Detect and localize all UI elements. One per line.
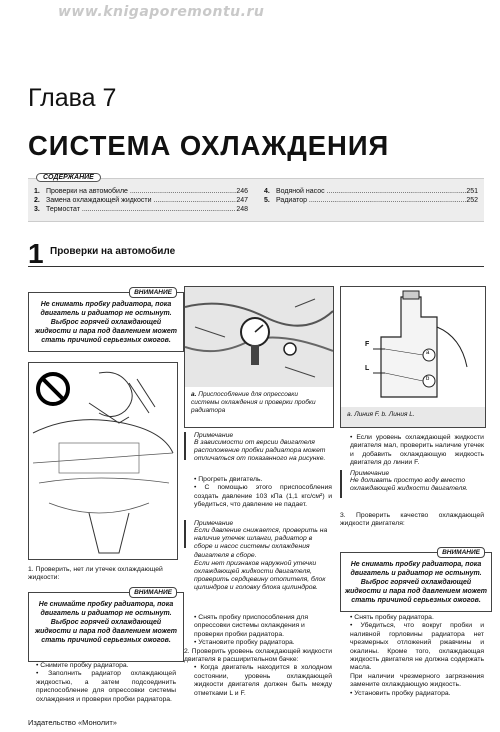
- note-text: Если нет признаков наружной утечки охлаждающей жидкости двигателя, проверить сердцевину отопителя, блок цилиндров и головку блока цилиндров.: [194, 559, 326, 592]
- col1-instructions: [28, 662, 176, 704]
- toc-label: СОДЕРЖАНИЕ: [36, 173, 101, 182]
- section-number: 1: [28, 238, 44, 269]
- step-3: 3. Проверить качество охлаждающей жидкости двигателя:: [340, 512, 484, 528]
- col3-instructions: [340, 434, 484, 468]
- col2-instructions-2: [184, 614, 332, 698]
- warning-text: Не снимать пробку радиатора, пока двигатель и радиатор не остынут. Выброс горячей охлаждающей жидкости и пара под давлением может стать причиной серьезных ожогов.: [34, 301, 177, 344]
- toc-right-column: [264, 187, 478, 205]
- warning-box: [28, 289, 184, 352]
- section-title: Проверки на автомобиле: [50, 246, 176, 257]
- fig-label-f: F: [365, 341, 370, 348]
- toc-entry[interactable]: 5. Радиатор ..... 252: [264, 196, 478, 205]
- fig-label-a: a: [426, 350, 430, 356]
- toc-entry[interactable]: 2. Замена охлаждающей жидкости ..... 247: [34, 196, 248, 205]
- figure-caption: a. Линия F. b. Линия L.: [347, 411, 415, 418]
- step-2: 2. Проверить уровень охлаждающей жидкости двигателя в расширительном бачке:: [184, 647, 332, 664]
- col2-instructions: [184, 476, 332, 510]
- pressure-tester-illustration: [185, 287, 333, 387]
- step-1: 1. Проверить, нет ли утечек охлаждающей жидкости:: [28, 566, 163, 582]
- instruction-bullet: • Снимите пробку радиатора.: [28, 662, 176, 670]
- instruction-bullet: • Установить пробку радиатора.: [340, 690, 484, 698]
- note-heading: Примечание: [350, 470, 390, 477]
- warning-box: [28, 589, 184, 662]
- warning-tag: ВНИМАНИЕ: [129, 287, 177, 298]
- instruction-bullet: • Убедиться, что вокруг пробки и наливной горловины радиатора нет чрезмерных отложений ржавчины и окалины. Кроме того, охлаждающая жидкость двигателя не должна содержать масла.: [340, 622, 484, 672]
- instruction-bullet: • Снять пробку радиатора.: [340, 614, 484, 622]
- coolant-reservoir-illustration: [341, 287, 485, 405]
- toc-entry[interactable]: 3. Термостат ..... 248: [34, 205, 248, 214]
- note-block: [184, 520, 332, 593]
- figure-caption: a. Приспособление для опрессовки системы охлаждения и проверки пробки радиатора: [191, 391, 316, 414]
- note-text: Не доливать простую воду вместо охлаждающей жидкости двигателя.: [350, 477, 468, 493]
- instruction-bullet: • Заполнить радиатор охлаждающей жидкостью, а затем подсоединить приспособление для опрессовки системы охлаждения и проверки пробки радиатора.: [28, 670, 176, 704]
- col3-instructions-2: [340, 614, 484, 698]
- note-block: [340, 470, 484, 493]
- warning-text: Не снимайте пробку радиатора, пока двигатель и радиатор не остынут. Выброс горячей охлаждающей жидкости и пара под давлением может стать причиной серьезных ожогов.: [34, 601, 177, 644]
- instruction-bullet: • Установите пробку радиатора.: [184, 639, 332, 647]
- instruction-text: При наличии чрезмерного загрязнения замените охлаждающую жидкость.: [350, 672, 484, 689]
- engine-bay-illustration: [29, 363, 177, 559]
- fig-label-l: L: [365, 365, 370, 372]
- toc-left-column: [34, 187, 248, 214]
- note-text: Если давление снижается, проверить на наличие утечек шланги, радиатор в сборе и насос системы охлаждения двигателя в сборе.: [194, 527, 328, 559]
- warning-tag: ВНИМАНИЕ: [437, 547, 485, 558]
- note-block: [184, 432, 332, 464]
- pressure-tester-figure: [184, 286, 334, 428]
- note-heading: Примечание: [194, 520, 234, 527]
- section-heading: [28, 240, 484, 267]
- instruction-bullet: • Когда двигатель находится в холодном состоянии, уровень охлаждающей жидкости двигателя должен быть между отметками L и F.: [184, 664, 332, 698]
- instruction-bullet: • Если уровень охлаждающей жидкости двигателя мал, проверить наличие утечек и добавить охлаждающую жидкость двигателя до линии F.: [340, 434, 484, 468]
- toc-entry[interactable]: 1. Проверки на автомобиле ..... 246: [34, 187, 248, 196]
- warning-tag: ВНИМАНИЕ: [129, 587, 177, 598]
- warning-box: [340, 549, 492, 612]
- chapter-heading: Глава 7: [28, 84, 117, 112]
- toc-entry[interactable]: 4. Водяной насос ..... 251: [264, 187, 478, 196]
- watermark: www.knigaporemontu.ru: [58, 4, 265, 20]
- instruction-bullet: • Прогреть двигатель.: [184, 476, 332, 484]
- instruction-bullet: • С помощью этого приспособления создать давление 103 кПа (1,1 кгс/см²) и убедиться, что давление не падает.: [184, 484, 332, 509]
- table-of-contents: [28, 174, 484, 222]
- page-title: СИСТЕМА ОХЛАЖДЕНИЯ: [28, 130, 390, 161]
- engine-bay-figure: [28, 362, 178, 560]
- note-text: В зависимости от версии двигателя расположение пробки радиатора может отличаться от показанного на рисунке.: [194, 439, 326, 463]
- warning-text: Не снимать пробку радиатора, пока двигатель и радиатор не остынут. Выброс горячей охлаждающей жидкости и пара под давлением может стать причиной серьезных ожогов.: [344, 561, 487, 604]
- fig-label-b: b: [426, 376, 430, 382]
- instruction-bullet: • Снять пробку приспособления для опрессовки системы охлаждения и проверки пробки радиатора.: [184, 614, 332, 639]
- note-heading: Примечание: [194, 432, 234, 439]
- reservoir-figure: [340, 286, 486, 428]
- publisher-footer: Издательство «Монолит»: [28, 718, 117, 727]
